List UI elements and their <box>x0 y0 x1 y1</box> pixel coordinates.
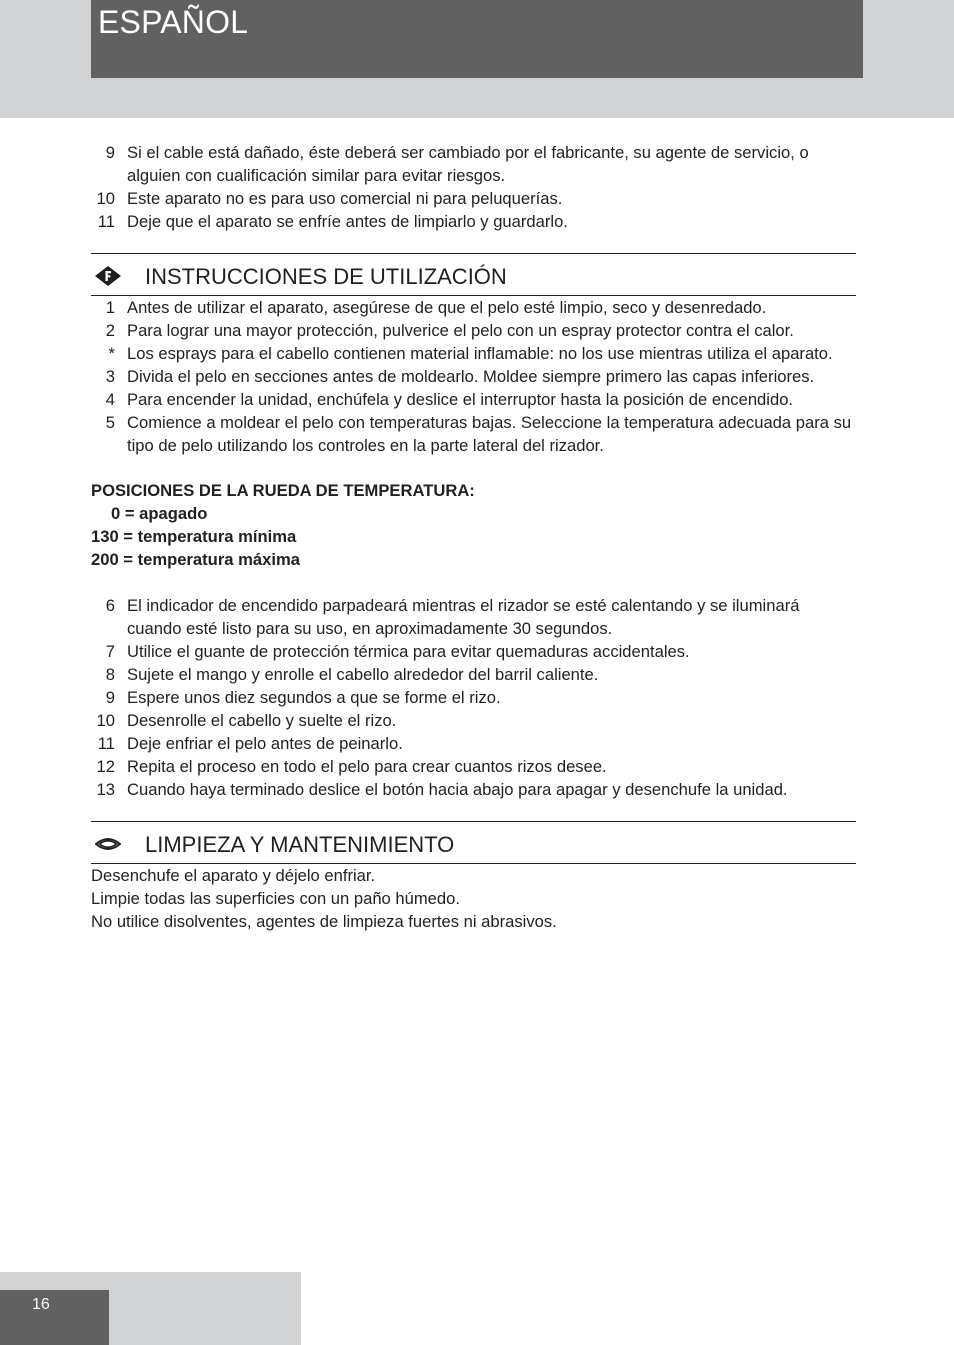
item-number: 11 <box>97 212 115 231</box>
list-item <box>91 296 856 319</box>
item-text: Los esprays para el cabello contienen material inflamable: no los use mientras utiliza el aparato. <box>127 344 833 363</box>
item-number: 11 <box>97 734 115 753</box>
temperature-off: 0 = apagado <box>111 504 208 523</box>
item-number: 8 <box>105 665 115 684</box>
item-text: Cuando haya terminado deslice el botón hacia abajo para apagar y desenchufe la unidad. <box>127 780 788 799</box>
item-text: Desenrolle el cabello y suelte el rizo. <box>127 711 397 730</box>
item-text: Antes de utilizar el aparato, asegúrese de que el pelo esté limpio, seco y desenredado. <box>127 298 767 317</box>
item-text: Sujete el mango y enrolle el cabello alrededor del barril caliente. <box>127 665 599 684</box>
item-number: 9 <box>105 688 115 707</box>
list-item <box>91 778 856 801</box>
list-item <box>91 686 856 709</box>
item-text: Utilice el guante de protección térmica para evitar quemaduras accidentales. <box>127 642 690 661</box>
item-number: 4 <box>105 390 115 409</box>
item-number: 10 <box>96 189 115 208</box>
cleaning-line: No utilice disolventes, agentes de limpieza fuertes ni abrasivos. <box>91 912 557 931</box>
temperature-positions <box>91 479 856 571</box>
header-band <box>0 0 954 118</box>
f-symbol-icon <box>95 266 121 286</box>
spacer <box>91 571 856 594</box>
cleaning-text <box>91 864 856 933</box>
item-number: 3 <box>105 367 115 386</box>
item-text: Divida el pelo en secciones antes de moldearlo. Moldee siempre primero las capas inferiores. <box>127 367 815 386</box>
item-number: 9 <box>105 143 115 162</box>
item-text: Para encender la unidad, enchúfela y deslice el interruptor hasta la posición de encendido. <box>127 390 794 409</box>
item-number: 12 <box>96 757 115 776</box>
language-title: ESPAÑOL <box>98 4 249 40</box>
item-text: Si el cable está dañado, éste deberá ser cambiado por el fabricante, su agente de servicio, o alguien con cualificación similar para evitar riesgos. <box>127 143 809 185</box>
item-text: Este aparato no es para uso comercial ni para peluquerías. <box>127 189 563 208</box>
cleaning-line: Limpie todas las superficies con un paño húmedo. <box>91 889 460 908</box>
item-text: El indicador de encendido parpadeará mientras el rizador se esté calentando y se iluminará cuando esté listo para su uso, en aproximadamente 30 segundos. <box>127 596 800 638</box>
usage-section-header <box>91 253 856 296</box>
list-item <box>91 342 856 365</box>
list-item <box>91 319 856 342</box>
item-text: Repita el proceso en todo el pelo para crear cuantos rizos desee. <box>127 757 607 776</box>
item-text: Deje enfriar el pelo antes de peinarlo. <box>127 734 403 753</box>
page-number: 16 <box>32 1296 50 1313</box>
item-text: Espere unos diez segundos a que se forme el rizo. <box>127 688 501 707</box>
cleaning-section-header <box>91 821 856 864</box>
list-item <box>91 411 856 457</box>
item-number: 7 <box>105 642 115 661</box>
item-text: Comience a moldear el pelo con temperaturas bajas. Seleccione la temperatura adecuada para su tipo de pelo utilizando los controles en la parte lateral del rizador. <box>127 413 852 455</box>
usage-section-title: INSTRUCCIONES DE UTILIZACIÓN <box>145 264 507 289</box>
item-text: Deje que el aparato se enfríe antes de limpiarlo y guardarlo. <box>127 212 568 231</box>
temperature-heading: POSICIONES DE LA RUEDA DE TEMPERATURA: <box>91 481 475 500</box>
list-item <box>91 187 856 210</box>
item-number: 2 <box>105 321 115 340</box>
temperature-min: 130 = temperatura mínima <box>91 527 297 546</box>
list-item <box>91 210 856 233</box>
language-tab <box>91 0 863 78</box>
cleaning-line: Desenchufe el aparato y déjelo enfriar. <box>91 866 376 885</box>
cleaning-section-title: LIMPIEZA Y MANTENIMIENTO <box>145 832 455 857</box>
usage-list-continued <box>91 594 856 801</box>
list-item <box>91 388 856 411</box>
item-number: 6 <box>105 596 115 615</box>
item-number: 10 <box>96 711 115 730</box>
temperature-max: 200 = temperatura máxima <box>91 550 300 569</box>
page-number-tab <box>0 1290 109 1345</box>
item-number: 1 <box>105 298 115 317</box>
page-content <box>91 141 856 933</box>
intro-list <box>91 141 856 233</box>
list-item <box>91 663 856 686</box>
list-item <box>91 709 856 732</box>
item-text: Para lograr una mayor protección, pulverice el pelo con un espray protector contra el calor. <box>127 321 794 340</box>
item-number: * <box>108 344 115 363</box>
usage-list <box>91 296 856 457</box>
list-item <box>91 594 856 640</box>
item-number: 13 <box>96 780 115 799</box>
item-number: 5 <box>105 413 115 432</box>
list-item <box>91 141 856 187</box>
list-item <box>91 732 856 755</box>
list-item <box>91 640 856 663</box>
eye-symbol-icon <box>95 834 121 854</box>
list-item <box>91 755 856 778</box>
list-item <box>91 365 856 388</box>
